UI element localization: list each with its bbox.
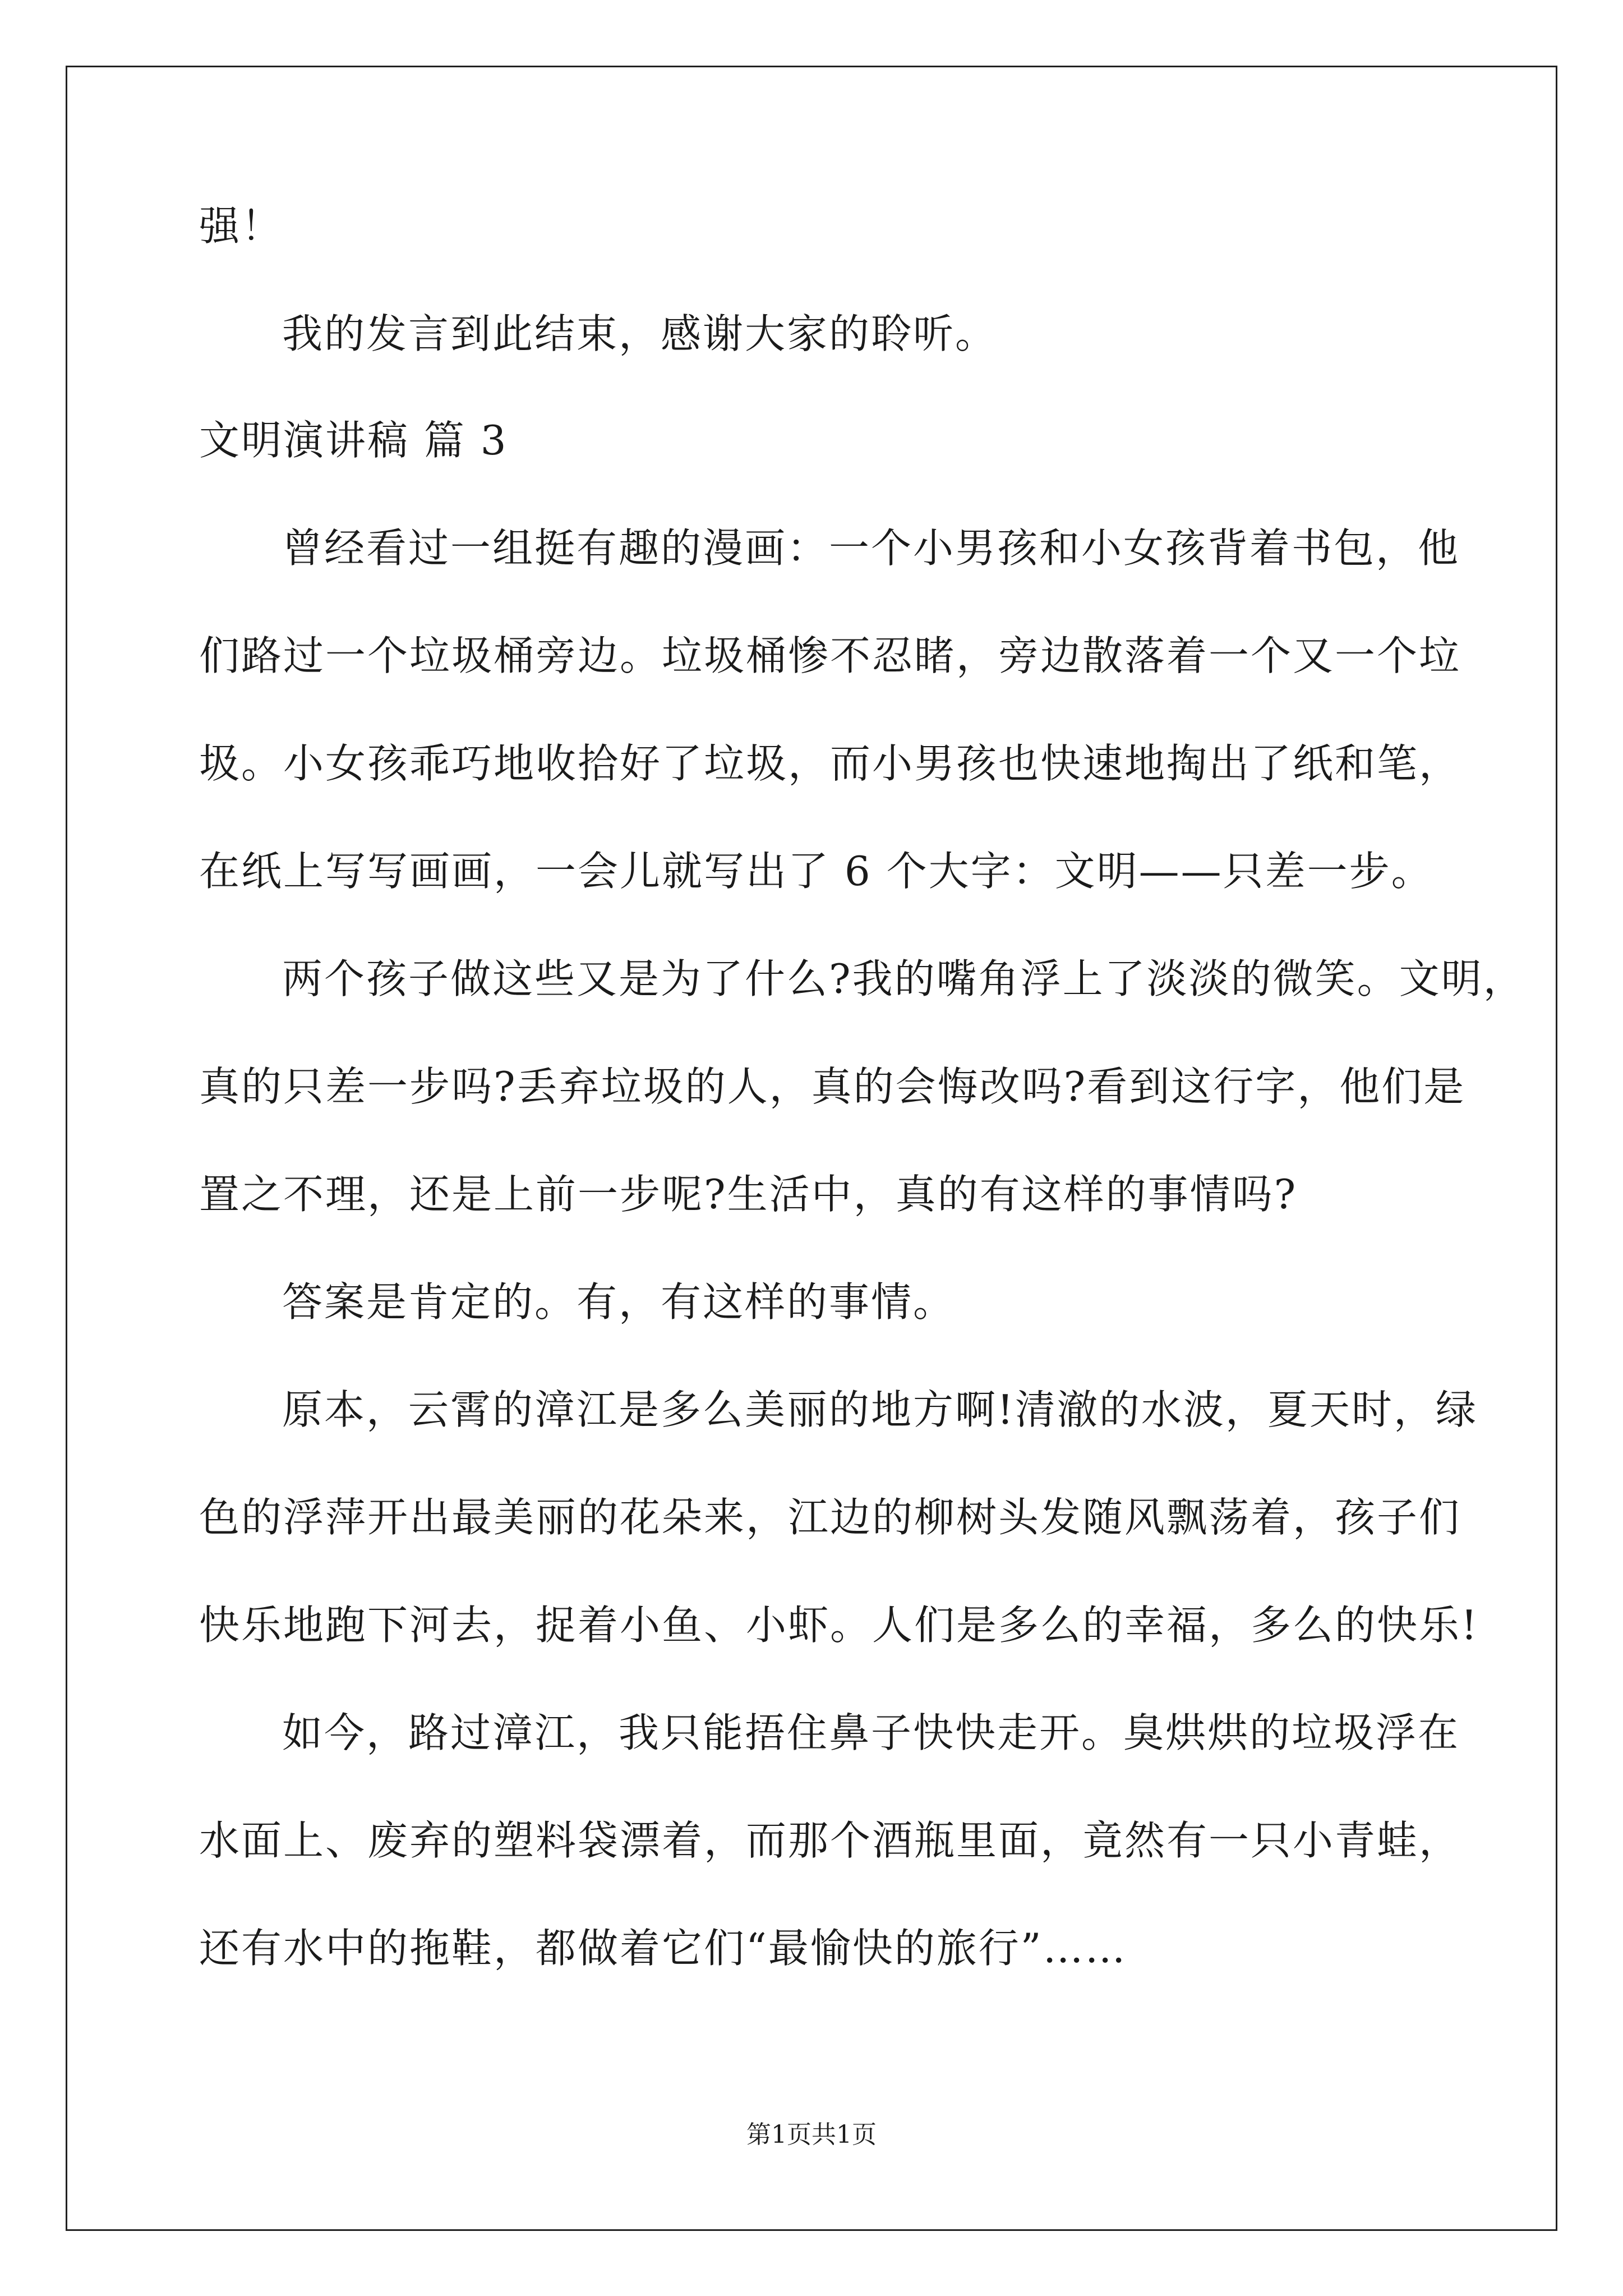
paragraph-line: 我的发言到此结束，感谢大家的聆听。	[282, 310, 998, 357]
paragraph-line: 强！	[199, 203, 284, 250]
paragraph-line: 真的只差一步吗?丢弃垃圾的人，真的会悔改吗?看到这行字，他们是	[199, 1063, 1466, 1110]
document-body	[199, 199, 1525, 1975]
paragraph-line: 曾经看过一组挺有趣的漫画：一个小男孩和小女孩背着书包，他	[282, 524, 1460, 572]
page-number: 第1页	[746, 2120, 811, 2149]
page-total: 共1页	[811, 2120, 877, 2149]
paragraph-line: 原本，云霄的漳江是多么美丽的地方啊!清澈的水波，夏天时，绿	[282, 1386, 1478, 1433]
paragraph-line: 色的浮萍开出最美丽的花朵来，江边的柳树头发随风飘荡着，孩子们	[199, 1494, 1461, 1541]
paragraph-line: 们路过一个垃圾桶旁边。垃圾桶惨不忍睹，旁边散落着一个又一个垃	[199, 632, 1461, 679]
paragraph-line: 在纸上写写画画，一会儿就写出了 6 个大字：文明——只差一步。	[199, 848, 1433, 895]
paragraph-line: 两个孩子做这些又是为了什么?我的嘴角浮上了淡淡的微笑。文明，	[282, 955, 1525, 1002]
section-heading: 文明演讲稿 篇 3	[199, 417, 508, 464]
paragraph-line: 如今，路过漳江，我只能捂住鼻子快快走开。臭烘烘的垃圾浮在	[282, 1709, 1460, 1756]
paragraph-line: 圾。小女孩乖巧地收拾好了垃圾，而小男孩也快速地掏出了纸和笔，	[199, 740, 1461, 787]
paragraph-line: 水面上、废弃的塑料袋漂着，而那个酒瓶里面，竟然有一只小青蛙，	[199, 1817, 1461, 1864]
page-footer	[0, 2119, 1623, 2151]
paragraph-line: 置之不理，还是上前一步呢?生活中，真的有这样的事情吗?	[199, 1171, 1298, 1218]
paragraph-line: 答案是肯定的。有，有这样的事情。	[282, 1278, 956, 1326]
paragraph-line: 快乐地跑下河去，捉着小鱼、小虾。人们是多么的幸福，多么的快乐!	[199, 1602, 1479, 1649]
paragraph-line: 还有水中的拖鞋，都做着它们“最愉快的旅行”……	[199, 1925, 1127, 1972]
